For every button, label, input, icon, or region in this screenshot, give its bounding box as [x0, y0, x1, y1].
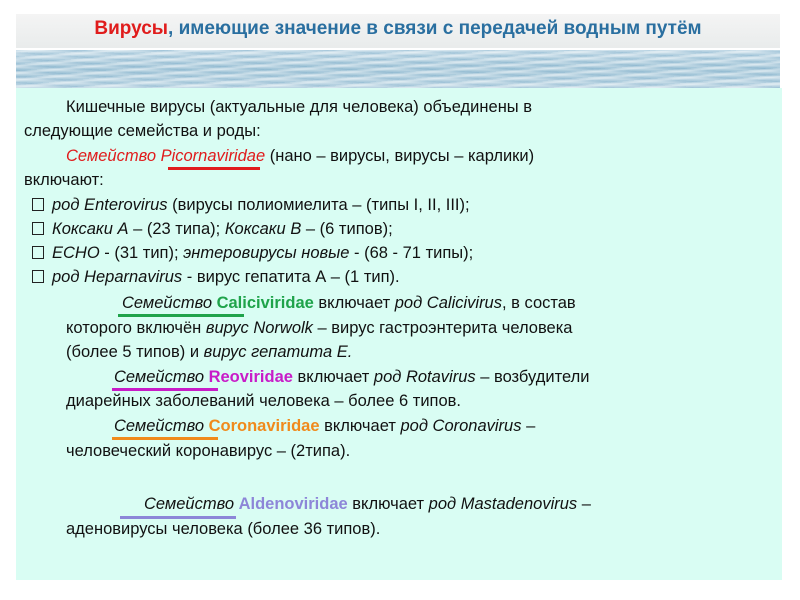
- reoviridae-name: Reoviridae: [208, 368, 293, 386]
- title-rest: , имеющие значение в связи с передачей водным путём: [168, 18, 702, 39]
- caliciviridae-line-3: (более 5 типов) и вирус гепатита Е.: [66, 343, 353, 361]
- checkbox-bullet-icon: [32, 222, 44, 235]
- bullet-item: ЕСНО - (31 тип); энтеровирусы новые - (68 - 71 типы);: [32, 242, 473, 265]
- caliciviridae-line-2: которого включён вирус Norwolk – вирус гастроэнтерита человека: [66, 319, 573, 337]
- bullet-item: Коксаки А – (23 типа); Коксаки В – (6 типов);: [32, 218, 393, 241]
- picornaviridae-line-2: включают:: [24, 171, 104, 189]
- checkbox-bullet-icon: [32, 246, 44, 259]
- bullet-item: род Heparnavirus - вирус гепатита А – (1 тип).: [32, 266, 400, 289]
- reoviridae-line-2: диарейных заболеваний человека – более 6 типов.: [66, 392, 461, 410]
- picornaviridae-line: Семейство Picornaviridae (нано – вирусы, вирусы – карлики): [66, 147, 535, 165]
- intro-line-2: следующие семейства и роды:: [24, 122, 261, 140]
- adenoviridae-line-2: аденовирусы человека (более 36 типов).: [66, 520, 381, 538]
- water-banner: [16, 50, 780, 88]
- title-highlight: Вирусы: [94, 18, 169, 39]
- title-bar: [16, 14, 780, 48]
- bullet-item: род Enterovirus (вирусы полиомиелита – (типы I, II, III);: [32, 194, 470, 217]
- checkbox-bullet-icon: [32, 198, 44, 211]
- picornaviridae-name: Picornaviridae: [160, 147, 266, 165]
- adenoviridae-name: Aldenoviridae: [238, 495, 348, 513]
- caliciviridae-name: Caliciviridae: [216, 294, 314, 312]
- picornaviridae-underline: [168, 167, 260, 170]
- coronaviridae-line-2: человеческий коронавирус – (2типа).: [66, 442, 351, 460]
- intro-line-1: Кишечные вирусы (актуальные для человека) объединены в: [66, 98, 533, 116]
- reoviridae-line: Семейство Reoviridae включает род Rotavirus – возбудители: [114, 368, 590, 386]
- adenoviridae-line: Семейство Aldenoviridae включает род Mastadenovirus –: [144, 495, 591, 513]
- slide-title: [16, 18, 780, 40]
- checkbox-bullet-icon: [32, 270, 44, 283]
- coronaviridae-name: Coronaviridae: [208, 417, 320, 435]
- caliciviridae-line: Семейство Caliciviridae включает род Calicivirus, в состав: [122, 294, 576, 312]
- coronaviridae-line: Семейство Coronaviridae включает род Coronavirus –: [114, 417, 536, 435]
